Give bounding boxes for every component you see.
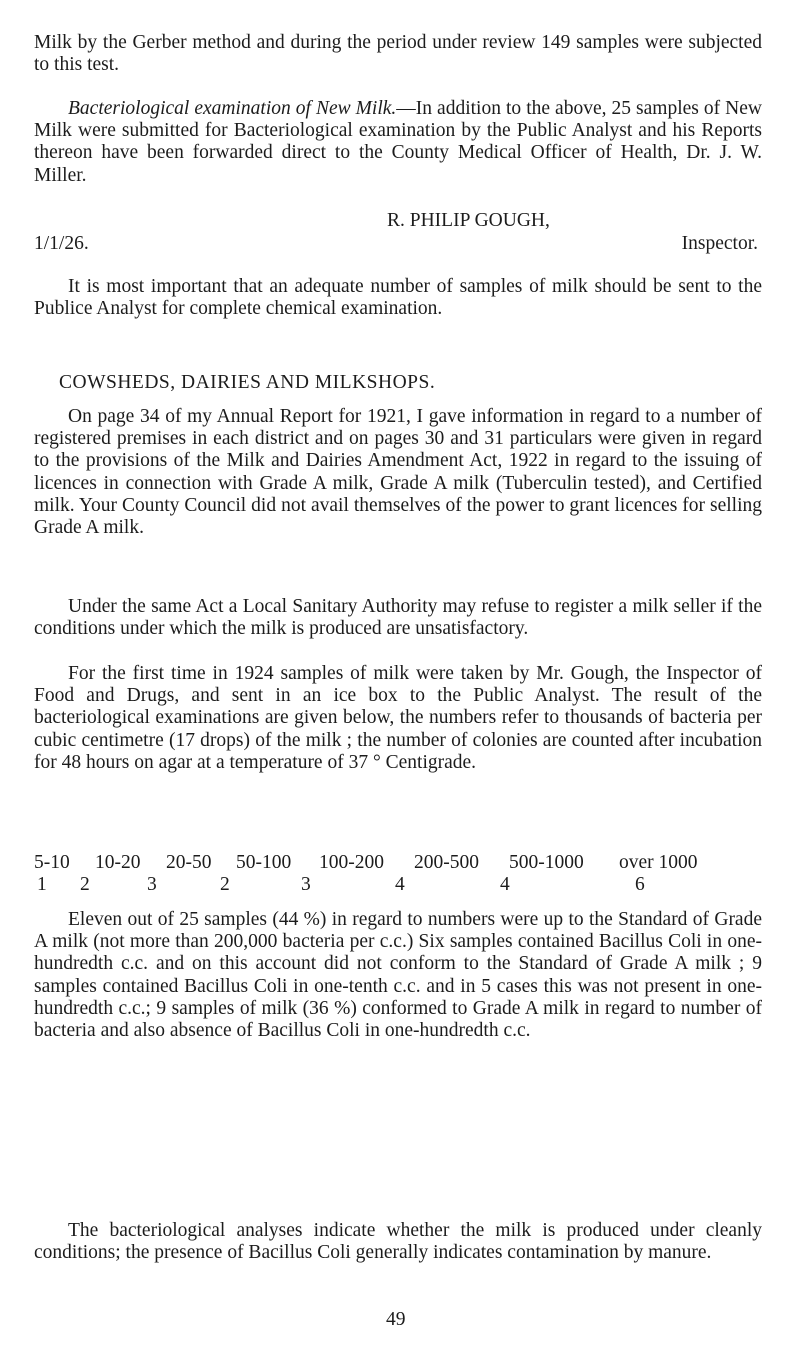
paragraph-analyses: The bacteriological analyses indicate whether the milk is produced under cleanly conditions; the presence of Bacillus Coli generally indicates contamination by manure. [34,1220,762,1264]
signature-date-line [34,233,758,255]
range-cell: 10-20 [95,852,141,873]
paragraph-important: It is most important that an adequate number of samples of milk should be sent to the Publice Analyst for complete chemical examination. [34,276,762,320]
paragraph-bacteriological-examination [34,98,762,187]
section-heading: COWSHEDS, DAIRIES AND MILKSHOPS. [59,372,436,393]
table-row-samples [34,874,762,896]
signature-name-line [34,210,758,232]
page-number: 49 [386,1309,406,1330]
paragraph-eleven-samples: Eleven out of 25 samples (44 %) in regard to numbers were up to the Standard of Grade A milk (not more than 200,000 bacteria per c.c.) Six samples contained Bacillus Coli in one-hundredth c.c. and on this account did not conform to the Standard of Grade A milk ; 9 samples contained Bacillus Coli in one-tenth c.c. and in 5 cases this was not present in one-hundredth c.c.; 9 samples of milk (36 %) conformed to Grade A milk in regard to number of bacteria and also absence of Bacillus Coli in one-hundredth c.c. [34,909,762,1042]
sample-count-cell: 3 [301,874,311,895]
sample-count-cell: 2 [220,874,230,895]
range-cell: 5-10 [34,852,70,873]
signature-date: 1/1/26. [34,233,89,254]
table-row-ranges [34,852,762,874]
range-cell: 20-50 [166,852,212,873]
sample-count-cell: 2 [80,874,90,895]
sample-count-cell: 1 [37,874,47,895]
inspector-name: R. PHILIP GOUGH, [387,210,550,231]
range-cell: 100-200 [319,852,384,873]
inspector-title: Inspector. [681,233,758,254]
sample-count-cell: 4 [395,874,405,895]
paragraph-first-samples: For the first time in 1924 samples of milk were taken by Mr. Gough, the Inspector of Food and Drugs, and sent in an ice box to the Public Analyst. The result of the bacteriological examinations are given below, the numbers refer to thousands of bacteria per cubic centimetre (17 drops) of the milk ; the number of colonies are counted after incubation for 48 hours on agar at a temperature of 37 ° Centigrade. [34,663,762,773]
sample-count-cell: 4 [500,874,510,895]
sample-count-cell: 6 [635,874,645,895]
range-cell: over 1000 [619,852,698,873]
sample-count-cell: 3 [147,874,157,895]
bacteriological-heading: Bacteriological examination of New Milk. [68,98,397,119]
range-cell: 500-1000 [509,852,584,873]
paragraph-sanitary-authority: Under the same Act a Local Sanitary Authority may refuse to register a milk seller if the conditions under which the milk is produced are unsatisfactory. [34,596,762,640]
bacteriological-text: —In addition to the above, 25 samples of New Milk were submitted for Bacteriological examination by the Public Analyst and his Reports thereon have been forwarded direct to the County Medical Officer of Health, Dr. J. W. Miller. [34,98,762,186]
paragraph-annual-report: On page 34 of my Annual Report for 1921, I gave information in regard to a number of registered premises in each district and on pages 30 and 31 particulars were given in regard to the provisions of the Milk and Dairies Amendment Act, 1922 in regard to the issuing of licences in connection with Grade A milk, Grade A milk (Tuberculin tested), and Certified milk. Your County Council did not avail themselves of the power to grant licences for selling Grade A milk. [34,406,762,539]
range-cell: 50-100 [236,852,292,873]
paragraph-gerber-method: Milk by the Gerber method and during the period under review 149 samples were subjected to this test. [34,32,762,76]
range-cell: 200-500 [414,852,479,873]
bacteria-count-table [34,852,762,896]
